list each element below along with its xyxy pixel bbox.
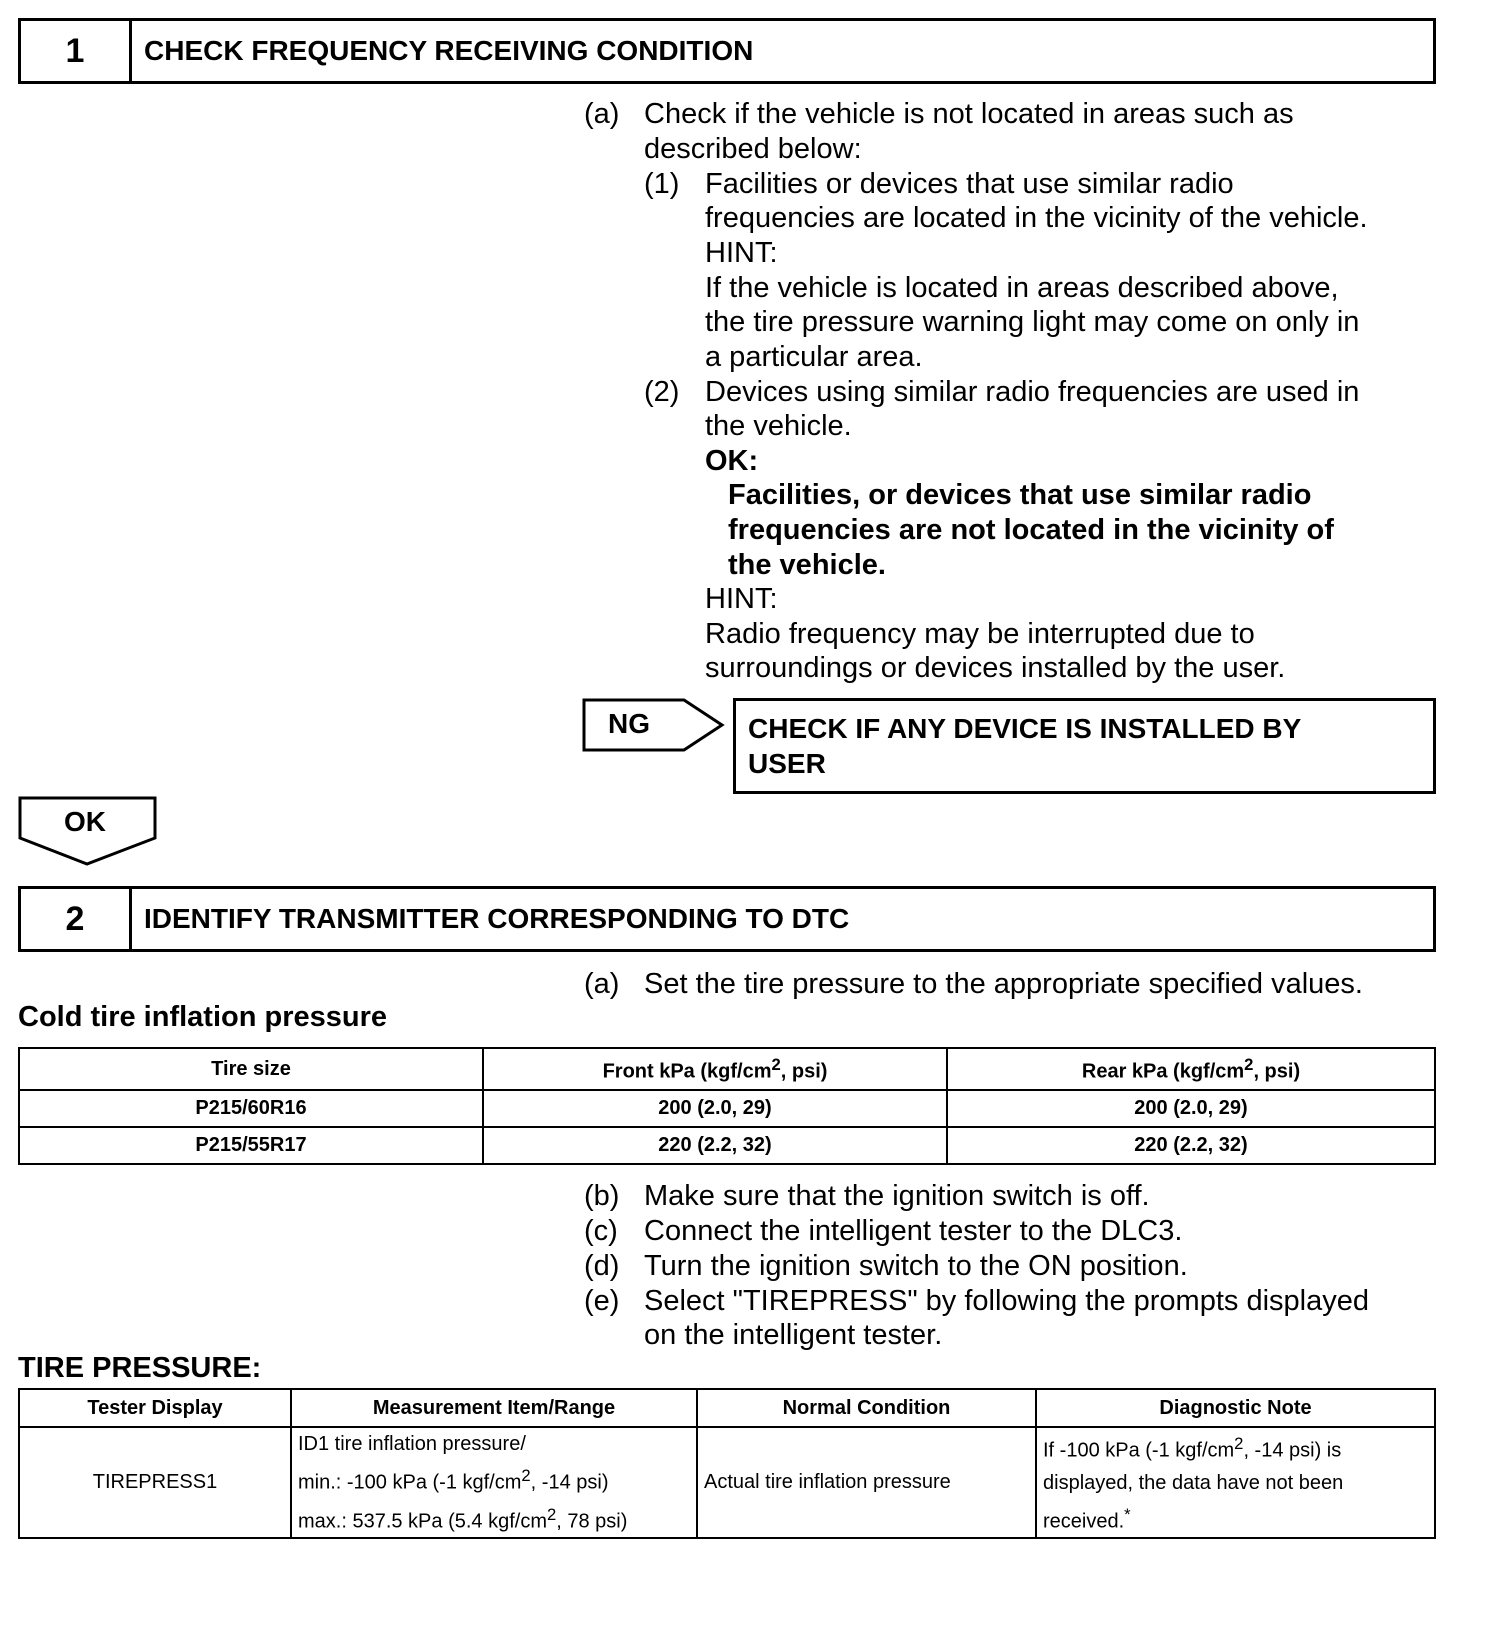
table-cell: 200 (2.0, 29) (947, 1090, 1435, 1127)
data-list-caption: TIRE PRESSURE: (18, 1352, 262, 1384)
sub-item-label: (2) (644, 376, 680, 408)
item-label: (d) (584, 1250, 620, 1282)
column-header: Diagnostic Note (1036, 1389, 1435, 1427)
instruction-text: Make sure that the ignition switch is off. (644, 1180, 1150, 1212)
step-title: CHECK FREQUENCY RECEIVING CONDITION (144, 35, 754, 66)
table-header-row (19, 1389, 1435, 1427)
item-label: (a) (584, 98, 620, 130)
instruction-text: described below: (644, 133, 862, 165)
item-label: (b) (584, 1180, 620, 1212)
column-header: Front kPa ($kgf/cm^2$, psi) (483, 1048, 947, 1090)
hint-text: If the vehicle is located in areas described above, (705, 272, 1339, 304)
item-label: (a) (584, 968, 620, 1000)
ng-target-box (733, 698, 1436, 794)
ok-condition: Facilities, or devices that use similar radio (728, 479, 1312, 511)
hint-text: Radio frequency may be interrupted due to (705, 618, 1255, 650)
instruction-text: the vehicle. (705, 410, 852, 442)
item-label: (e) (584, 1285, 620, 1317)
sub-item-label: (1) (644, 168, 680, 200)
table-header-row (19, 1048, 1435, 1090)
ok-label: OK: (705, 445, 759, 477)
step-number: 1 (21, 21, 132, 81)
instruction-text: Connect the intelligent tester to the DLC3. (644, 1215, 1183, 1247)
table-cell: 200 (2.0, 29) (483, 1090, 947, 1127)
ng-target-text: USER (748, 748, 826, 779)
table-caption: Cold tire inflation pressure (18, 1001, 387, 1033)
table-row (19, 1090, 1435, 1127)
column-header: Measurement Item/Range (291, 1389, 697, 1427)
table-row (19, 1127, 1435, 1164)
table-cell: 220 (2.2, 32) (483, 1127, 947, 1164)
hint-text: surroundings or devices installed by the user. (705, 652, 1286, 684)
instruction-text: Set the tire pressure to the appropriate specified values. (644, 968, 1363, 1000)
ok-arrow-label: OK (64, 806, 106, 837)
ng-target-text: CHECK IF ANY DEVICE IS INSTALLED BY (748, 713, 1302, 744)
column-header: Normal Condition (697, 1389, 1036, 1427)
table-row (19, 1427, 1435, 1538)
table-cell: TIREPRESS1 (19, 1427, 291, 1538)
table-cell: If -100 kPa (-1 kgf/$cm^2$, -14 psi) is displayed, the data have not been received.* (1036, 1427, 1435, 1538)
hint-label: HINT: (705, 583, 778, 615)
instruction-text: Check if the vehicle is not located in areas such as (644, 98, 1294, 130)
table-cell: P215/60R16 (19, 1090, 483, 1127)
step-2-header (18, 886, 1436, 952)
instruction-text: Facilities or devices that use similar radio (705, 168, 1234, 200)
hint-text: a particular area. (705, 341, 923, 373)
instruction-text: Turn the ignition switch to the ON position. (644, 1250, 1188, 1282)
step-1-header (18, 18, 1436, 84)
step-title: IDENTIFY TRANSMITTER CORRESPONDING TO DTC (144, 903, 850, 934)
table-cell: Actual tire inflation pressure (697, 1427, 1036, 1538)
hint-label: HINT: (705, 237, 778, 269)
instruction-text: Devices using similar radio frequencies are used in (705, 376, 1360, 408)
ng-arrow (582, 698, 726, 754)
pressure-table (18, 1047, 1436, 1165)
ng-label: NG (608, 708, 650, 739)
column-header: Tester Display (19, 1389, 291, 1427)
column-header: Rear kPa ($kgf/cm^2$, psi) (947, 1048, 1435, 1090)
hint-text: the tire pressure warning light may come on only in (705, 306, 1360, 338)
column-header: Tire size (19, 1048, 483, 1090)
instruction-text: frequencies are located in the vicinity of the vehicle. (705, 202, 1368, 234)
ok-condition: the vehicle. (728, 549, 886, 581)
item-label: (c) (584, 1215, 618, 1247)
table-cell: P215/55R17 (19, 1127, 483, 1164)
tester-data-table (18, 1388, 1436, 1539)
table-cell: 220 (2.2, 32) (947, 1127, 1435, 1164)
table-cell: ID1 tire inflation pressure/ min.: -100 kPa (-1 kgf/$cm^2$, -14 psi) max.: 537.5 kPa (5.4 kgf/$cm^2$, 78 psi) (291, 1427, 697, 1538)
instruction-text: Select "TIREPRESS" by following the prompts displayed (644, 1285, 1369, 1317)
ok-arrow (18, 796, 158, 868)
ok-condition: frequencies are not located in the vicinity of (728, 514, 1334, 546)
step-number: 2 (21, 889, 132, 949)
ng-arrow-shape (582, 698, 726, 754)
instruction-text: on the intelligent tester. (644, 1319, 943, 1351)
